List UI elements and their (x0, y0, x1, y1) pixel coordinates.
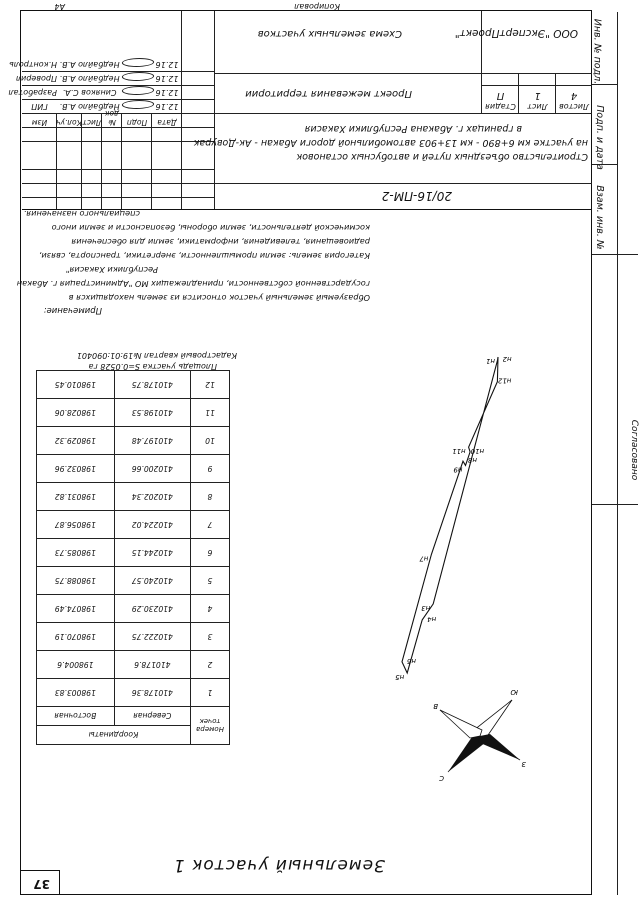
signature-role: Н.контроль (9, 60, 57, 69)
coordinates-table (36, 370, 230, 745)
plot-vertex-label: н7 (419, 554, 429, 563)
plot-vertex-label: н10 (470, 446, 485, 455)
table-row (37, 567, 230, 595)
east-value: 198085.73 (37, 539, 115, 567)
plot-vertex-label: н9 (453, 465, 463, 474)
column-header: № док (104, 109, 120, 127)
east-value: 198010.45 (37, 371, 115, 399)
note-line: Республики Хакасия" (65, 265, 158, 275)
drawing-title: Проект межевания территории (245, 88, 412, 99)
stage-value: П (496, 90, 505, 101)
table-row (37, 511, 230, 539)
object-title-line: на участке км 6+890 - км 13+903 автомобильной дороги Абакан - Ак-Довурак (193, 137, 588, 148)
compass-south: Ю (510, 688, 518, 696)
title-block (8, 11, 592, 210)
signature-date: 12.16 (155, 74, 179, 83)
note-block (16, 205, 370, 315)
plot-vertex-label: н5 (395, 673, 405, 681)
note-line: радиовещания, телевидения, информатики, земли для обеспечения (71, 237, 370, 247)
east-value: 198056.87 (37, 511, 115, 539)
handwritten-signature (122, 73, 156, 82)
east-value: 198028.06 (37, 399, 115, 427)
compass-east: В (433, 702, 438, 710)
table-row (37, 455, 230, 483)
table-row (37, 399, 230, 427)
point-number: 1 (191, 679, 230, 707)
handwritten-signature (122, 87, 156, 96)
plot-vertex-label: н11 (452, 447, 466, 456)
object-title-line: в границах г. Абакана Республики Хакасия (304, 123, 522, 134)
east-value: 198088.75 (37, 567, 115, 595)
plot-vertex-label: н8 (467, 456, 477, 465)
land-plot-drawing (390, 345, 510, 685)
plot-vertex-label: н3 (421, 603, 431, 612)
north-value: 410222.75 (114, 623, 190, 651)
signature-date: 12.16 (155, 88, 179, 97)
signature-date: 12.16 (155, 102, 179, 111)
column-header: Лист (82, 118, 102, 127)
east-value: 198031.82 (37, 483, 115, 511)
east-value: 198029.32 (37, 427, 115, 455)
note-line: космической деятельности, земли обороны, безопасности и земли иного (51, 223, 370, 233)
point-number: 12 (191, 371, 230, 399)
sign-date-label: Подп. и дата (594, 105, 606, 170)
north-value: 410178.6 (114, 651, 190, 679)
plot-boundary (402, 357, 498, 673)
scheme-title: Схема земельных участков (257, 28, 402, 39)
east-value: 198004.6 (37, 651, 115, 679)
point-number: 6 (191, 539, 230, 567)
note-line: специального назначения. (23, 209, 140, 219)
sheets-value: 4 (570, 90, 578, 101)
column-header: Изм (31, 118, 48, 127)
handwritten-signature (122, 101, 156, 110)
signature-name: Недбайло А.В. (59, 60, 120, 69)
point-number: 4 (191, 595, 230, 623)
signature-role: Проверил (15, 74, 57, 83)
note-line: государственной собственности, принадлежащих МО "Администрация г. Абакан (16, 279, 370, 289)
table-row (37, 651, 230, 679)
point-number: 5 (191, 567, 230, 595)
north-header: Северная (114, 707, 190, 726)
north-value: 410240.57 (114, 567, 190, 595)
signature-name: Недбайло А.В. (59, 74, 120, 83)
table-row (37, 595, 230, 623)
table-row (37, 483, 230, 511)
handwritten-signature (122, 59, 156, 68)
table-row (37, 623, 230, 651)
signature-name: Недбайло А.В. (59, 102, 120, 111)
compass-west: З (521, 760, 526, 768)
point-number: 9 (191, 455, 230, 483)
page-number-box (21, 870, 60, 895)
plot-vertex-label: н4 (427, 614, 437, 623)
point-number: 8 (191, 483, 230, 511)
company-name: ООО "ЭкспертПроект" (454, 27, 578, 39)
signature-role: Разработал (8, 88, 57, 97)
plot-vertex-label: н12 (497, 376, 512, 385)
point-number: 3 (191, 623, 230, 651)
north-value: 410197.48 (114, 427, 190, 455)
coordinates-header: Координаты (37, 726, 191, 745)
north-value: 410200.66 (114, 455, 190, 483)
column-header: Дата (157, 118, 177, 127)
east-value: 198003.83 (37, 679, 115, 707)
north-value: 410178.75 (114, 371, 190, 399)
compass-north: С (439, 774, 444, 782)
point-number: 2 (191, 651, 230, 679)
compass-rose (430, 680, 530, 790)
agreed-label: Согласовано (628, 419, 639, 481)
column-header: Подп (126, 118, 148, 127)
side-stamp (592, 12, 638, 895)
east-header: Восточная (37, 707, 115, 726)
area-line-1: Площадь участка S=0.0528 га (88, 362, 217, 371)
object-title (193, 117, 592, 162)
sheet-value: 1 (534, 90, 541, 101)
sheet-heading: Земельный участок 1 (172, 855, 385, 875)
sheets-header: Листов (559, 102, 589, 111)
format-label: А4 (54, 2, 65, 11)
column-header: Кол.уч (56, 118, 82, 127)
designation: 20/16-ПМ-2 (381, 189, 452, 203)
point-number-header: Номера точек (191, 707, 230, 745)
plot-vertex-label: н1 (485, 357, 495, 365)
stage-header: Стадия (485, 102, 516, 111)
table-row (37, 679, 230, 707)
signature-date: 12.16 (155, 60, 179, 69)
east-value: 198070.19 (37, 623, 115, 651)
east-value: 198032.96 (37, 455, 115, 483)
north-value: 410202.34 (114, 483, 190, 511)
exchange-label: Взам. инв. № (594, 185, 606, 250)
point-number: 11 (191, 399, 230, 427)
note-line: Категория земель: земли промышленности, энергетики, транспорта, связи, (38, 251, 370, 261)
north-value: 410244.15 (114, 539, 190, 567)
copied-label: Копировал (294, 2, 340, 11)
table-row (37, 427, 230, 455)
note-line: Образуемый земельный участок относится из земель находящихся в (68, 293, 370, 303)
signature-name: Синяков С.А. (62, 88, 117, 97)
table-row (37, 371, 230, 399)
page-number: 37 (33, 877, 50, 891)
north-value: 410230.29 (114, 595, 190, 623)
north-value: 410198.53 (114, 399, 190, 427)
area-line-2: Кадастровый квартал №19:01:090401 (76, 351, 237, 360)
table-row (37, 539, 230, 567)
north-value: 410178.36 (114, 679, 190, 707)
plot-vertex-label: н2 (502, 354, 512, 363)
plot-vertex-label: н6 (406, 656, 416, 665)
point-number: 7 (191, 511, 230, 539)
object-title-line: Строительство объездных путей и автобусных остановок (296, 151, 588, 162)
east-value: 198074.49 (37, 595, 115, 623)
point-number: 10 (191, 427, 230, 455)
note-title: Примечание: (43, 305, 102, 315)
north-value: 410224.02 (114, 511, 190, 539)
inv-label: Инв. № подл. (591, 18, 603, 85)
signature-role: ГИП (31, 102, 48, 111)
sheet-header: Лист (527, 102, 548, 111)
